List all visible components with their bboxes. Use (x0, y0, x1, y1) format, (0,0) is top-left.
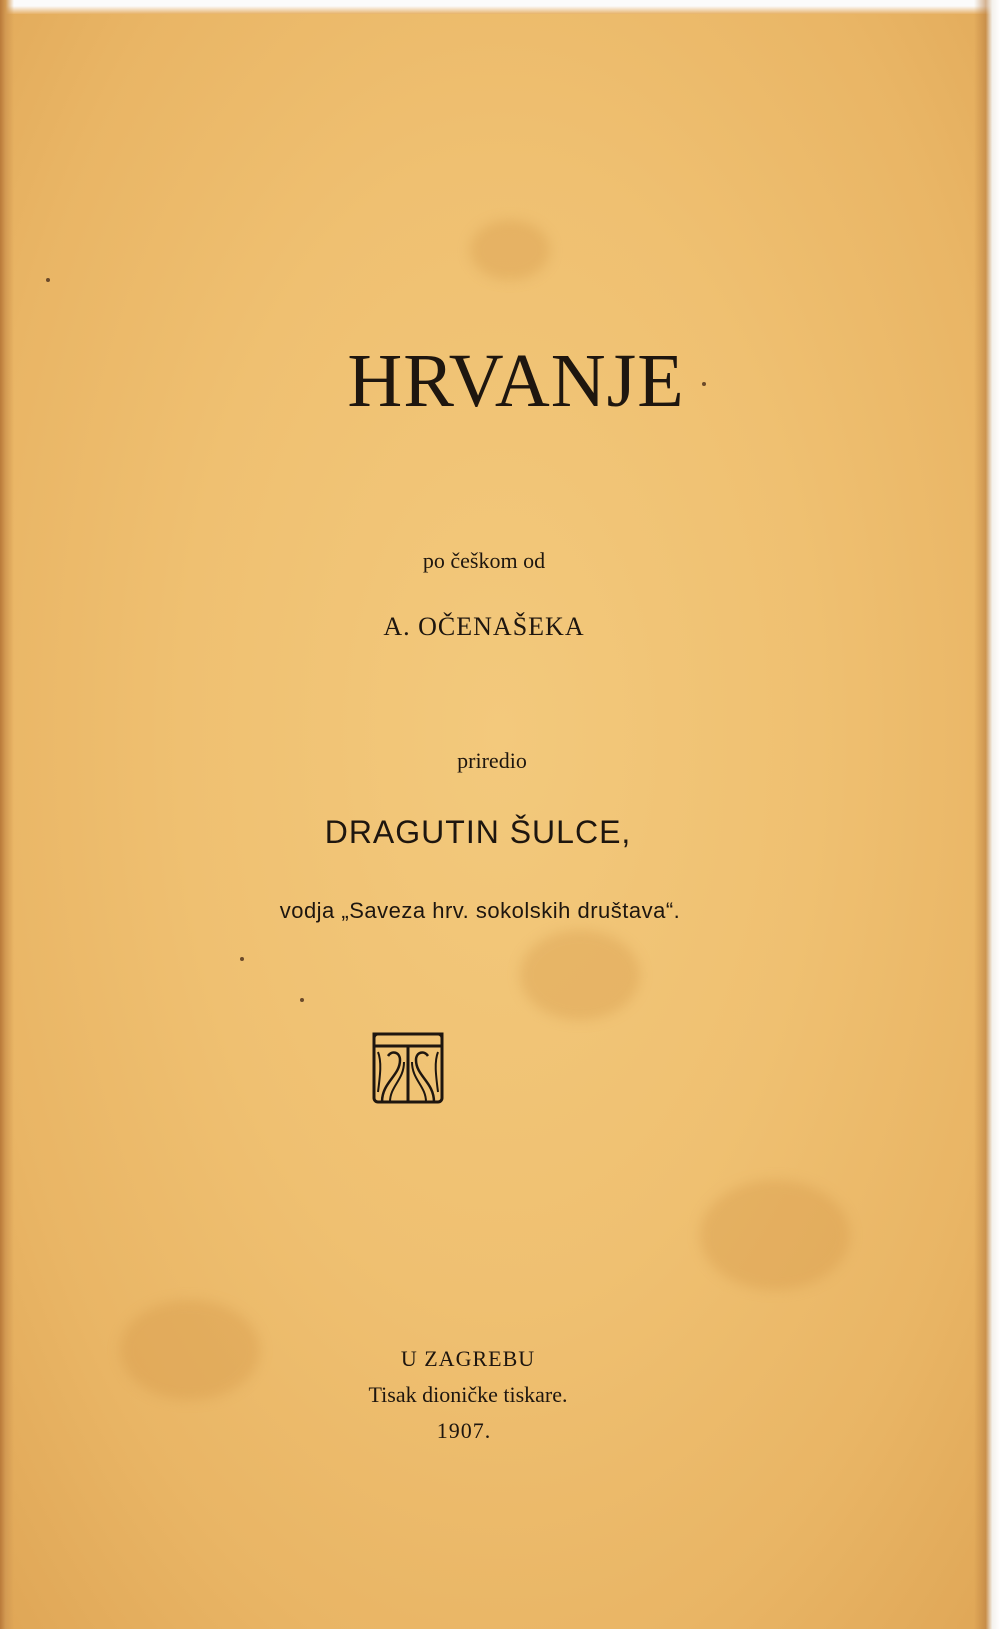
paper-speck (240, 957, 244, 961)
editor-role: vodja „Saveza hrv. sokolskih društava“. (279, 898, 681, 923)
paper-stain (700, 1180, 850, 1290)
publication-year: 1907. (436, 1418, 492, 1443)
editor-name: DRAGUTIN ŠULCE, (324, 814, 632, 850)
art-nouveau-ornament-icon (372, 1032, 444, 1104)
paper-stain (520, 930, 640, 1020)
book-title: HRVANJE (347, 339, 685, 423)
paper-speck (46, 278, 50, 282)
paper-stain (470, 220, 550, 280)
paper-speck (300, 998, 304, 1002)
printer-name: Tisak dioničke tiskare. (368, 1382, 568, 1407)
edited-by-label: priredio (457, 748, 527, 773)
translation-note: po češkom od (422, 548, 546, 573)
author-name: A. OČENAŠEKA (383, 612, 585, 641)
publication-place: U ZAGREBU (400, 1346, 536, 1371)
